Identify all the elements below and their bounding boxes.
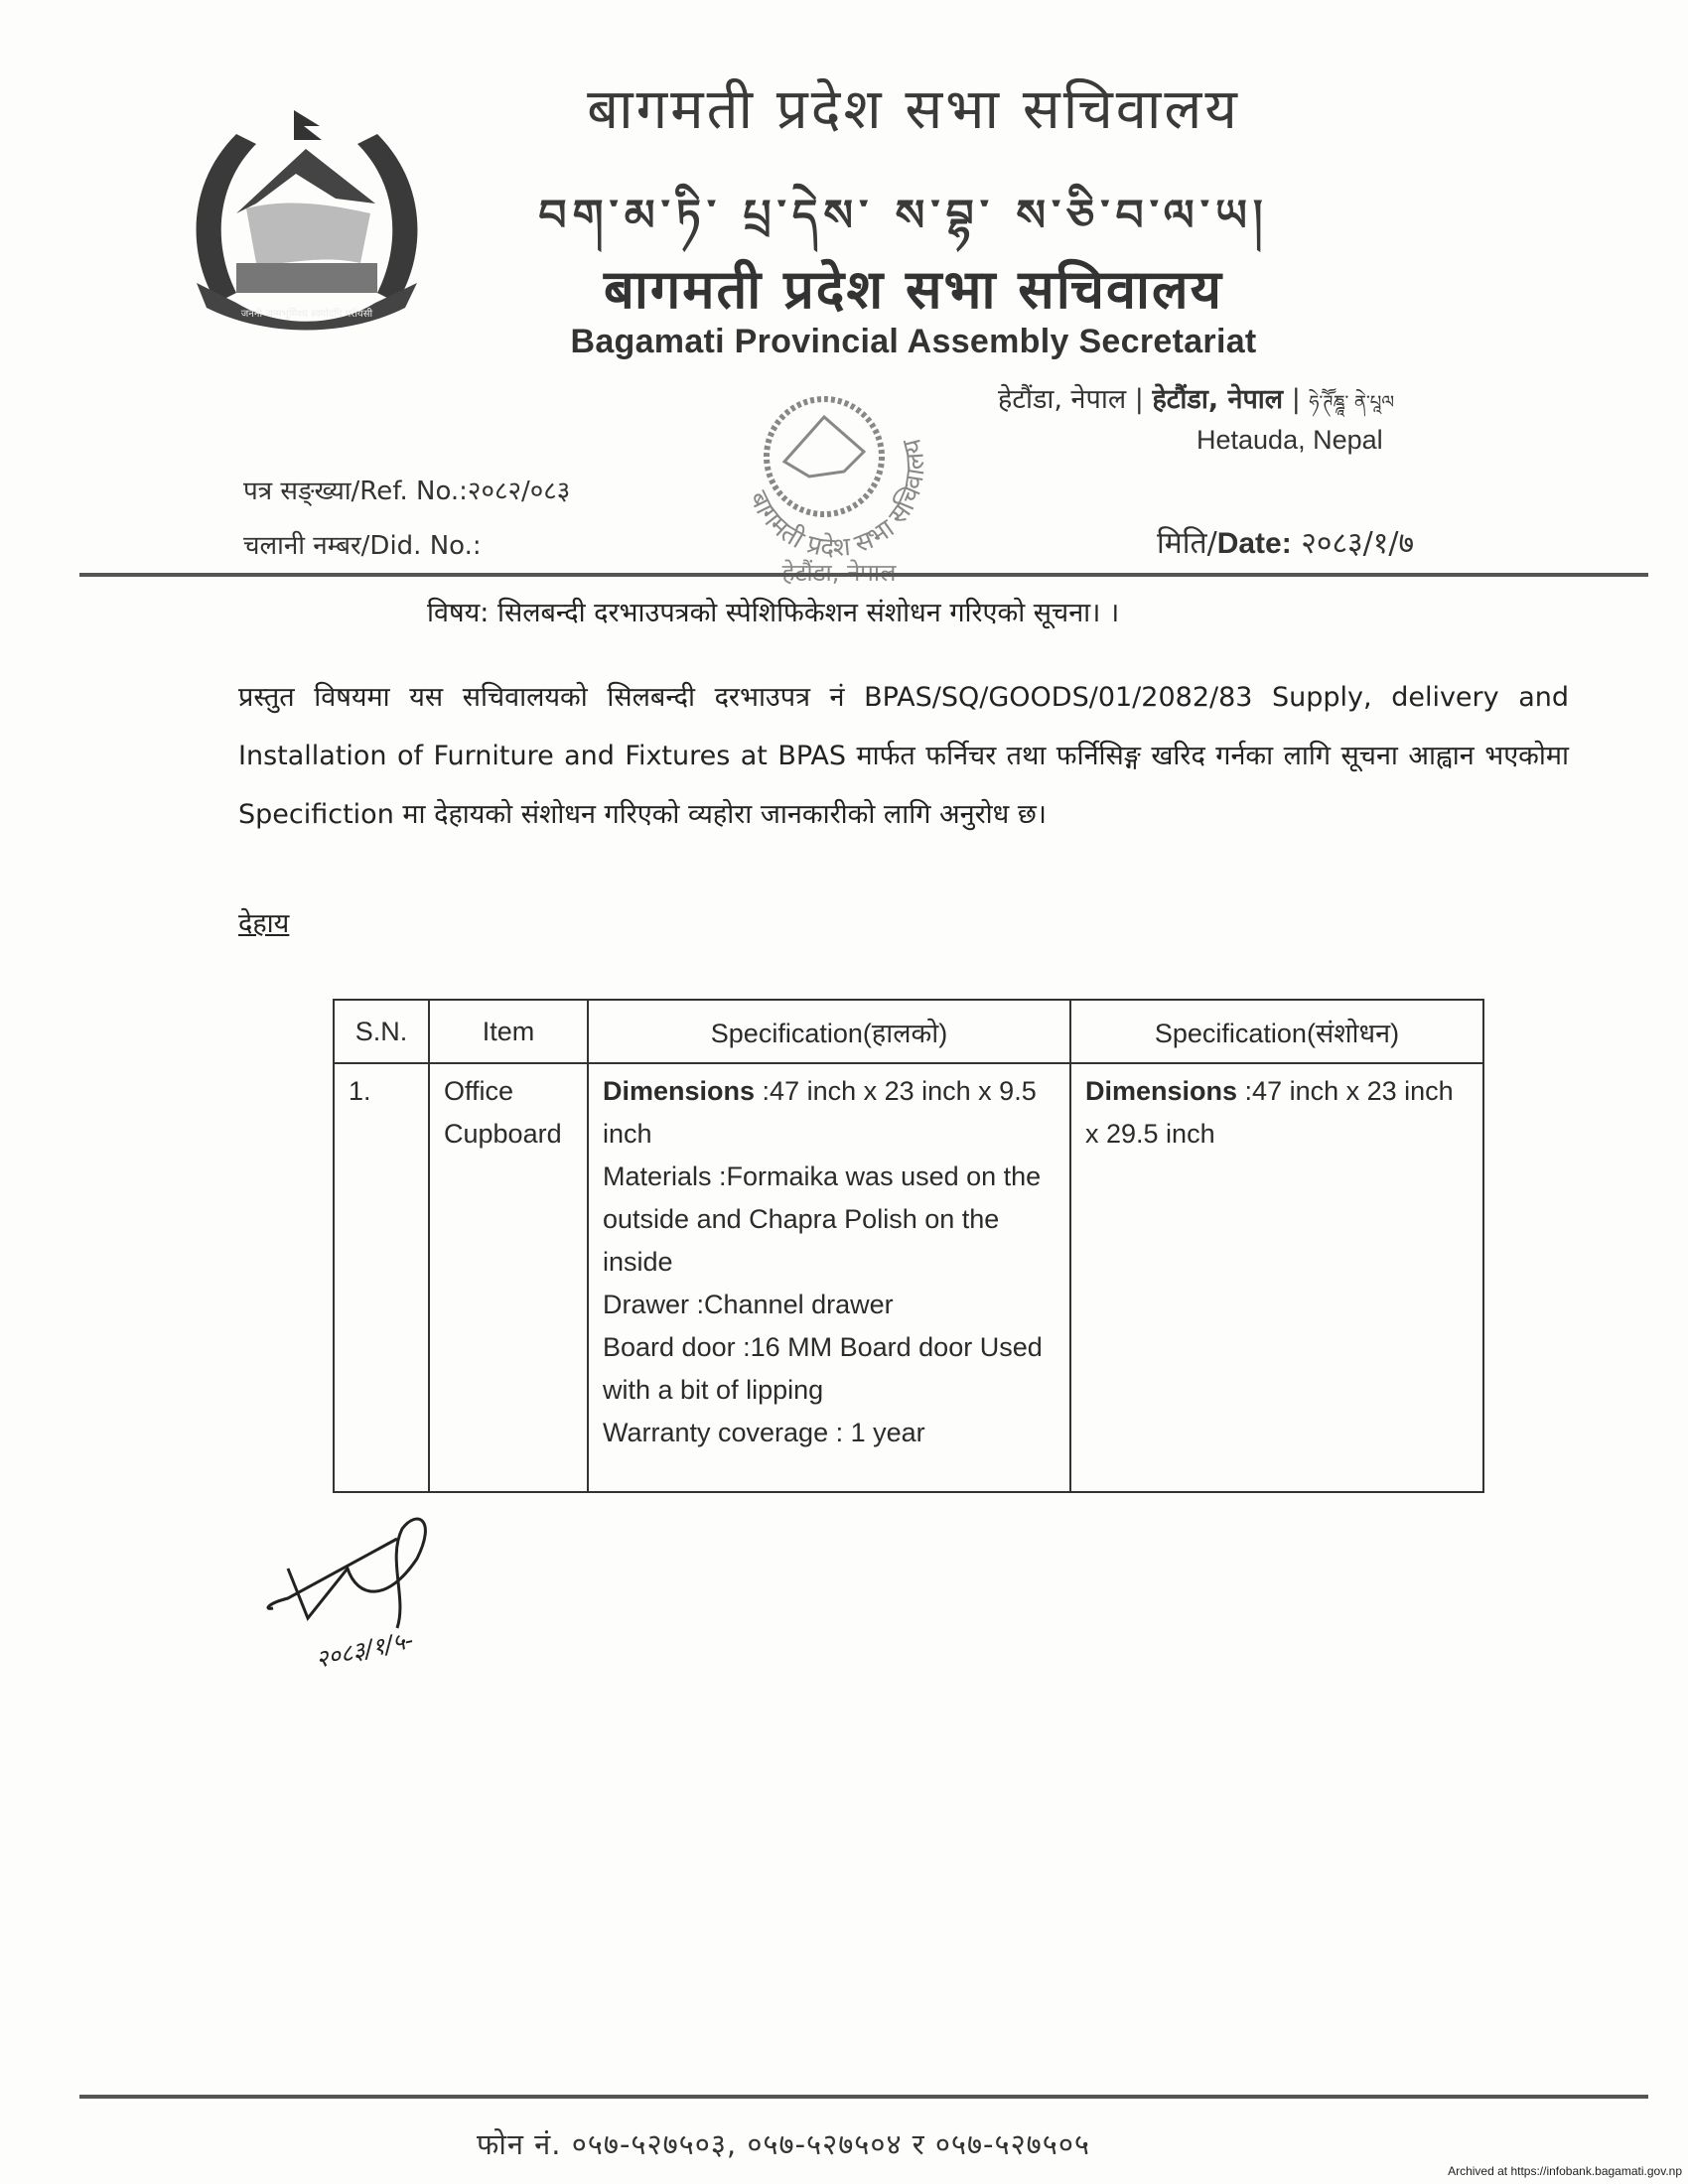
dispatch-number [243,526,482,562]
ref-number [243,472,570,507]
cell-sn: 1. [334,1063,429,1492]
did-label: चलानी नम्बर/Did. No.: [243,531,482,561]
body-paragraph: प्रस्तुत विषयमा यस सचिवालयको सिलबन्दी दरभाउपत्र नं BPAS/SQ/GOODS/01/2082/83 Supply, delivery and Installation of Furniture and Fixtures at BPAS मार्फत फर्निचर तथा फर्निसिङ्ग खरिद गर्नका लागि सूचना आह्वान भएकोमा Specifiction मा देहायको संशोधन गरिएको व्यहोरा जानकारीको लागि अनुरोध छ। [238,682,1569,830]
specification-table [333,999,1484,1493]
title-nepali: बागमती प्रदेश सभा सचिवालय [587,77,1240,142]
official-stamp [730,377,938,586]
header-divider [79,573,1648,577]
header-item: Item [429,1000,588,1063]
title-newari: बागमती प्रदेश सभा सचिवालय [604,257,1223,321]
archive-note: Archived at https://infobank.bagamati.gov.np [1448,2164,1682,2178]
table-header-row [334,1000,1483,1063]
current-dim-value: :47 inch x 23 inch x 9.5 inch [603,1076,1037,1149]
ref-label: पत्र सङ्ख्या/Ref. No.: [243,477,468,506]
footer-divider [79,2095,1648,2099]
flag-icon [294,110,322,140]
current-drawer: Drawer :Channel drawer [603,1290,894,1319]
title-tibetan: བག་མ་ཏི་ པྲ་དེས་ ས་བྷ་ ས་ཅི་བ་ལ་ཡ། [538,191,1269,241]
header-sn: S.N. [334,1000,429,1063]
hills [236,263,377,293]
date [1157,521,1414,562]
revised-dim-value: :47 inch x 23 inch x 29.5 inch [1085,1076,1454,1149]
current-materials: Materials :Formaika was used on the outside and Chapra Polish on the inside [603,1161,1042,1277]
signature-date: २०८३/१/५- [313,1625,416,1674]
header-spec-revised: Specification(संशोधन) [1070,1000,1483,1063]
subject-line: विषय: सिलबन्दी दरभाउपत्रको स्पेशिफिकेशन संशोधन गरिएको सूचना। । [427,598,1120,628]
nepal-emblem-logo [177,104,437,333]
revised-dimensions [1085,1070,1469,1156]
address-newari: हेटौंडा, नेपाल [1152,384,1284,415]
signature-stroke-2 [288,1519,425,1628]
header-spec-current: Specification(हालको) [588,1000,1070,1063]
signature-stroke-1 [268,1539,397,1608]
date-value: २०८३/१/७ [1301,526,1415,561]
address-nepali: हेटौंडा, नेपाल [998,384,1127,415]
date-label-nepali: मिति/ [1157,526,1217,561]
emblem-motto: जननी जन्मभूमिश्च स्वर्गादपि गरीयसी [240,309,373,320]
date-label-english: Date: [1216,527,1292,560]
current-board-door: Board door :16 MM Board door Used with a bit of lipping [603,1332,1043,1405]
stamp-mountain [784,417,864,477]
title-english: Bagamati Provincial Assembly Secretariat [570,323,1257,360]
current-dimensions [603,1070,1055,1156]
address-line: हेटौंडा, नेपाल | हेटौंडा, नेपाल | ཧེ་ཊཽཎྜཱ་ ནེ་པཱལ [998,384,1395,415]
revised-dim-label: Dimensions [1085,1076,1238,1106]
signature [248,1499,546,1678]
footer-phone: फोन नं. ०५७-५२७५०३, ०५७-५२७५०४ र ०५७-५२७५०५ [477,2127,1091,2161]
stamp-arc-text: बागमती प्रदेश सभा सचिवालय [743,435,931,564]
current-warranty: Warranty coverage : 1 year [603,1418,925,1447]
cell-item: Office Cupboard [429,1063,588,1492]
cell-spec-current [588,1063,1070,1492]
address-english: Hetauda, Nepal [1196,425,1383,455]
current-dim-label: Dimensions [603,1076,756,1106]
ref-value: २०८२/०८३ [467,477,571,506]
table-row [334,1063,1483,1492]
cell-spec-revised [1070,1063,1483,1492]
dehay-heading: देहाय [238,908,290,939]
address-tibetan: ཧེ་ཊཽཎྜཱ་ ནེ་པཱལ [1309,392,1395,413]
map-icon [246,204,370,265]
